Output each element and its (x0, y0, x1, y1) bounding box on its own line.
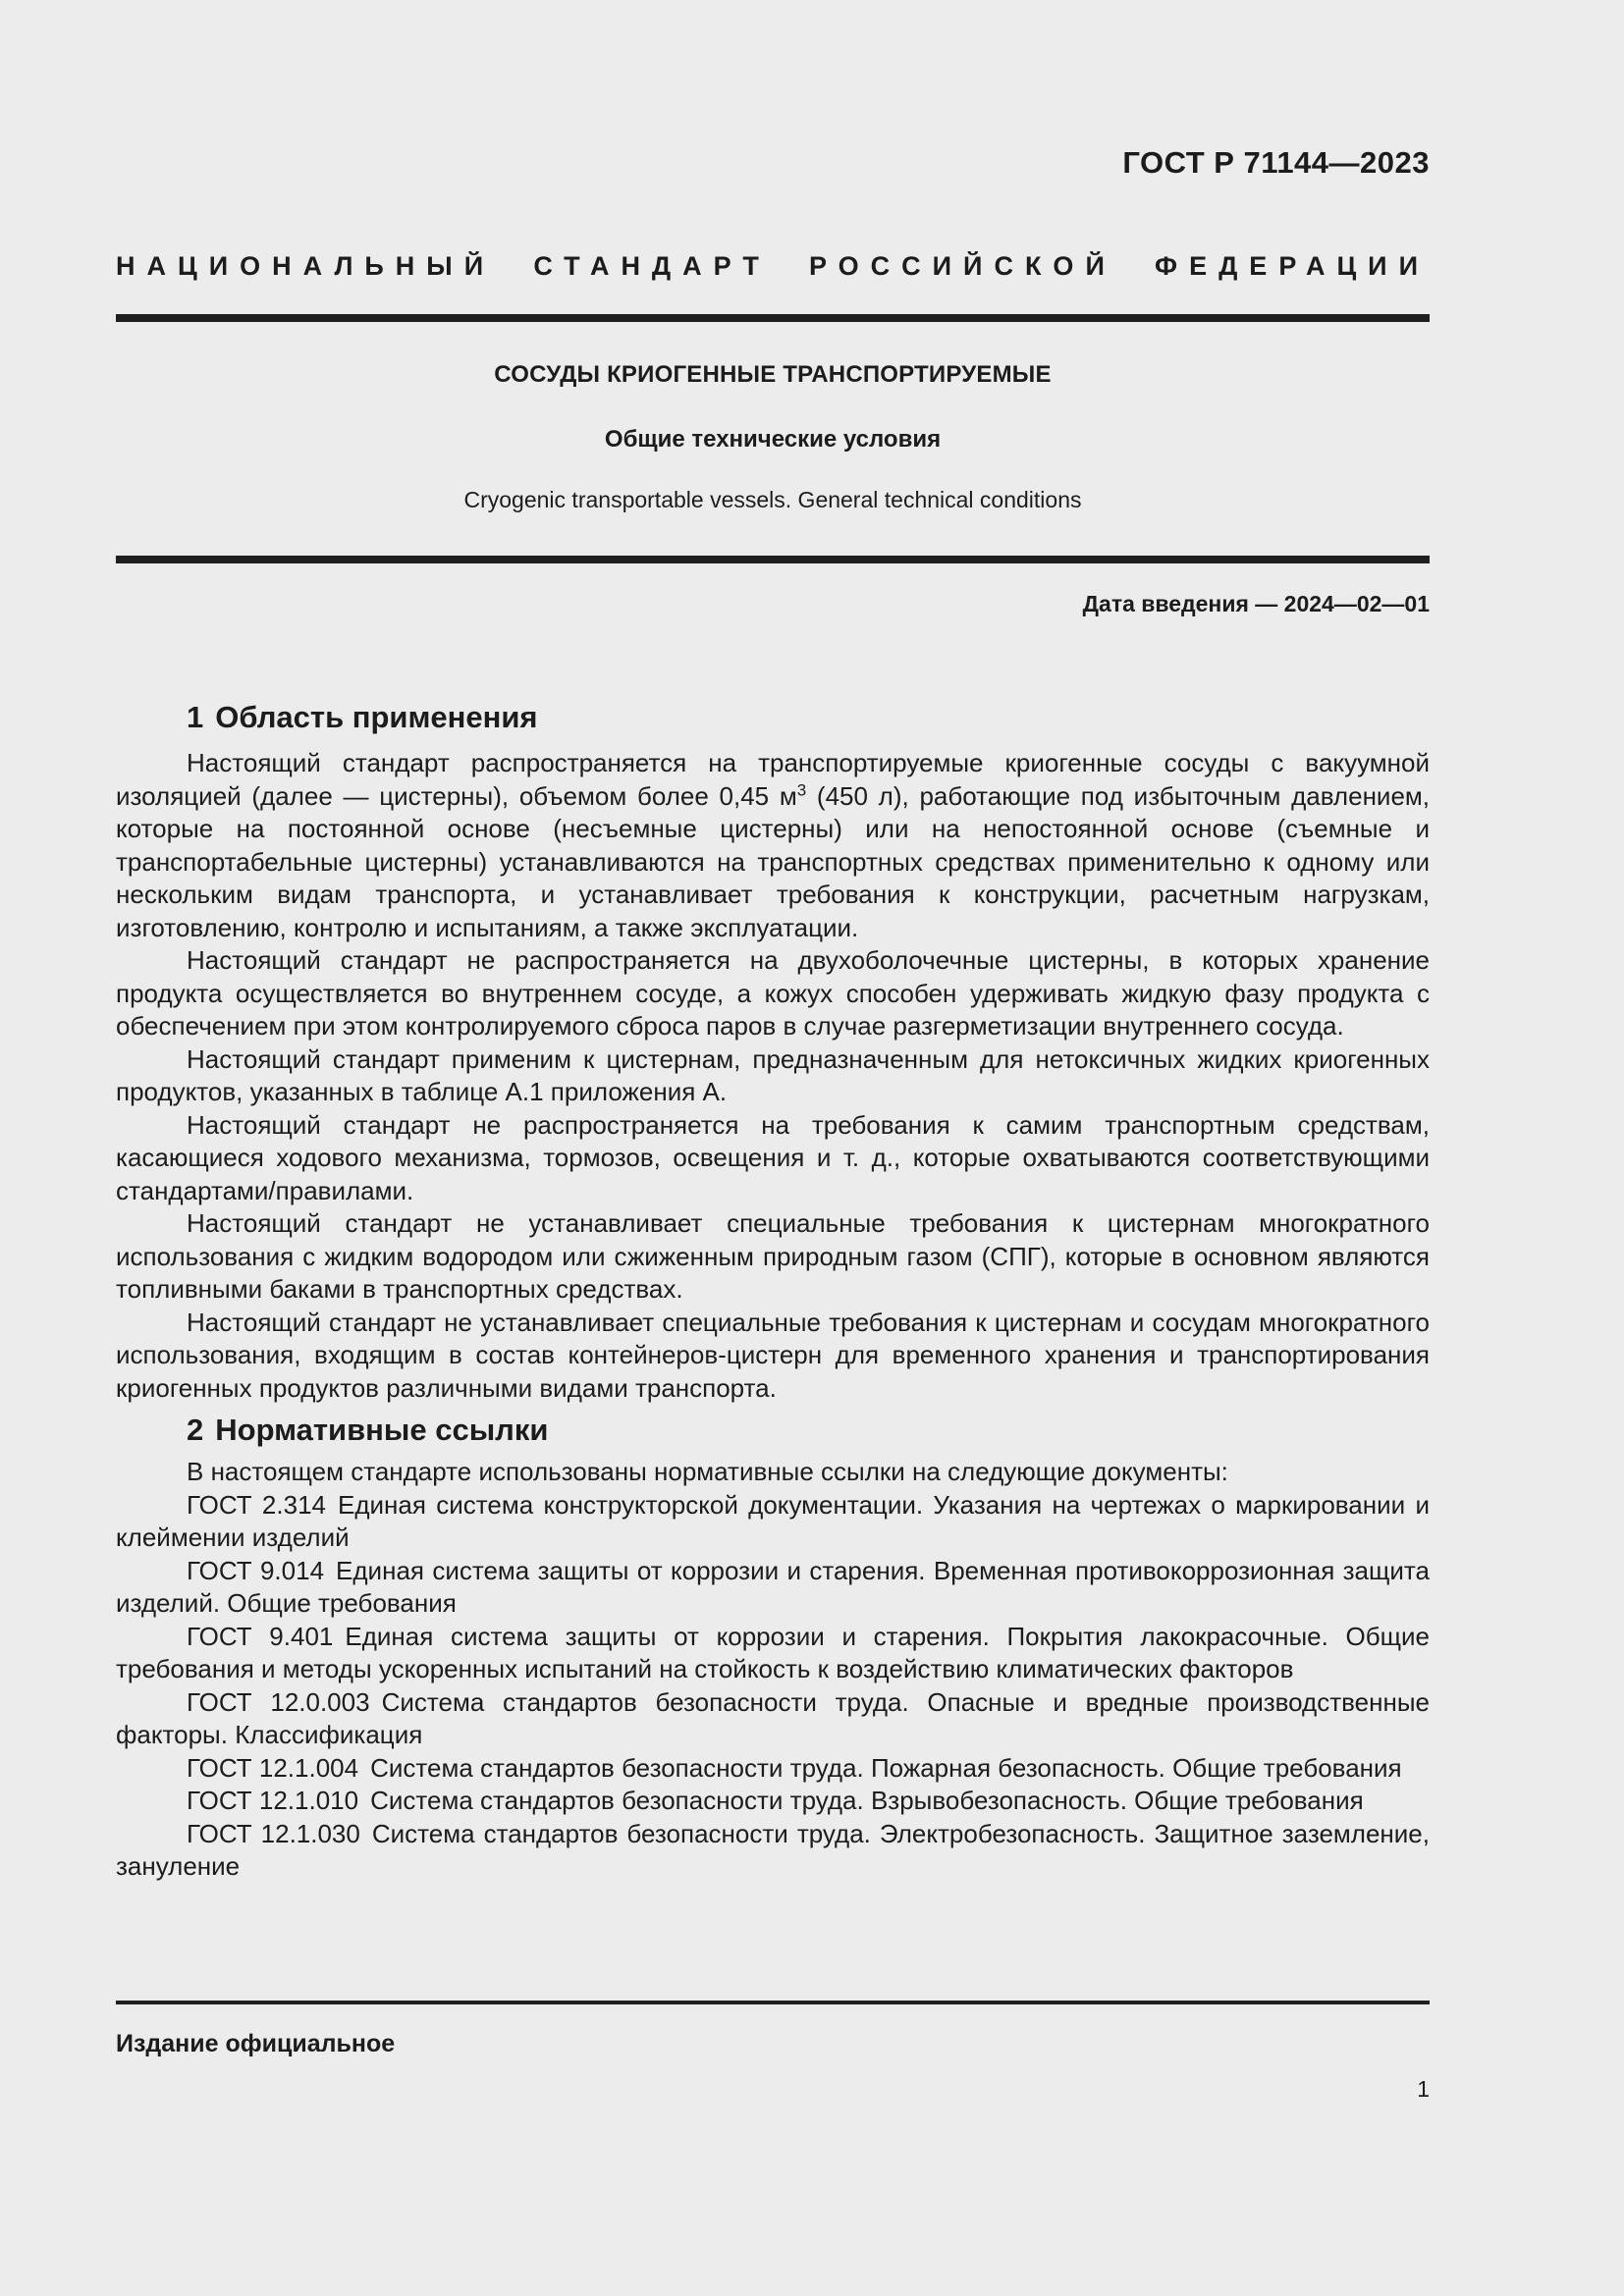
reference-item (116, 1686, 1430, 1752)
reference-text: Единая система защиты от коррозии и старения. Покрытия лакокрасочные. Общие требования и методы ускоренных испытаний на стойкость к воздействию климатических факторов (116, 1621, 1430, 1683)
page-number: 1 (1417, 2076, 1430, 2102)
reference-text: Система стандартов безопасности труда. Пожарная безопасность. Общие требования (370, 1752, 1402, 1783)
reference-code: ГОСТ 9.401 (187, 1621, 334, 1651)
national-standard-heading: НАЦИОНАЛЬНЫЙ СТАНДАРТ РОССИЙСКОЙ ФЕДЕРАЦИИ (116, 251, 1430, 281)
paragraph: Настоящий стандарт распространяется на транспортируемые криогенные сосуды с вакуумной изоляцией (далее — цистерны), объемом более 0,45 $м^3$ (450 л), работающие под избыточным давлением, которые на постоянной основе (несъемные цистерны) или на непостоянной основе (съемные и транспортабельные цистерны) устанавливаются на транспортных средствах применительно к одному или нескольким видам транспорта, и устанавливает требования к конструкции, расчетным нагрузкам, изготовлению, контролю и испытаниям, а также эксплуатации. (116, 748, 1431, 942)
paragraph: Настоящий стандарт не распространяется на двухоболочечные цистерны, в которых хранение продукта осуществляется во внутреннем сосуде, а кожух способен удерживать жидкую фазу продукта с обеспечением при этом контролируемого сброса паров в случае разгерметизации внутреннего сосуда. (116, 945, 1430, 1041)
document-body (116, 692, 1430, 1884)
paragraph: В настоящем стандарте использованы нормативные ссылки на следующие документы: (187, 1457, 1228, 1486)
section-number: 2 (187, 1413, 204, 1447)
document-english-title: Cryogenic transportable vessels. General technical conditions (463, 487, 1082, 512)
section-title: Область применения (215, 700, 538, 734)
reference-code: ГОСТ 9.014 (187, 1555, 325, 1585)
footer-rule (116, 2001, 1430, 2004)
section-2-heading (116, 1405, 1430, 1456)
standard-code: ГОСТ Р 71144—2023 (1122, 145, 1430, 180)
reference-text: Единая система защиты от коррозии и старения. Временная противокоррозионная защита изделий. Общие требования (116, 1555, 1430, 1618)
reference-item (116, 1621, 1430, 1686)
reference-code: ГОСТ 12.1.004 (187, 1752, 359, 1783)
reference-code: ГОСТ 12.1.010 (187, 1786, 359, 1815)
official-edition-label: Издание официальное (116, 2030, 396, 2057)
reference-code: ГОСТ 12.1.030 (187, 1818, 360, 1848)
reference-item (116, 1818, 1430, 1884)
document-title: СОСУДЫ КРИОГЕННЫЕ ТРАНСПОРТИРУЕМЫЕ (494, 361, 1052, 388)
introduction-date: Дата введения — 2024—02—01 (1082, 591, 1430, 616)
title-bottom-rule (116, 556, 1430, 563)
reference-text: Единая система конструкторской документации. Указания на чертежах о маркировании и клеймении изделий (116, 1489, 1430, 1552)
paragraph: Настоящий стандарт не распространяется на требования к самим транспортным средствам, касающиеся ходового механизма, тормозов, освещения и т. д., которые охватываются соответствующими стандартами/правилами. (116, 1109, 1430, 1205)
paragraph: Настоящий стандарт применим к цистернам, предназначенным для нетоксичных жидких криогенных продуктов, указанных в таблице А.1 приложения А. (116, 1043, 1430, 1106)
reference-text: Система стандартов безопасности труда. Взрывобезопасность. Общие требования (370, 1786, 1364, 1815)
section-2-body (116, 1456, 1430, 1884)
section-1-heading (116, 692, 1430, 743)
reference-item (116, 1752, 1430, 1786)
reference-code: ГОСТ 12.0.003 (187, 1686, 370, 1717)
section-title: Нормативные ссылки (215, 1413, 549, 1447)
reference-text: Система стандартов безопасности труда. Опасные и вредные производственные факторы. Классификация (116, 1686, 1430, 1749)
document-subtitle: Общие технические условия (604, 426, 942, 453)
reference-text: Система стандартов безопасности труда. Электробезопасность. Защитное заземление, зануление (116, 1818, 1430, 1881)
section-1-body (116, 747, 1430, 1405)
paragraph: Настоящий стандарт не устанавливает специальные требования к цистернам многократного использования с жидким водородом или сжиженным природным газом (СПГ), которые в основном являются топливными баками в транспортных средствах. (116, 1208, 1430, 1304)
reference-item (116, 1785, 1430, 1818)
paragraph: Настоящий стандарт не устанавливает специальные требования к цистернам и сосудам многократного использования, входящим в состав контейнеров-цистерн для временного хранения и транспортирования криогенных продуктов различными видами транспорта. (116, 1307, 1430, 1403)
reference-item (116, 1555, 1430, 1621)
reference-code: ГОСТ 2.314 (187, 1489, 326, 1520)
top-rule (116, 314, 1430, 322)
section-number: 1 (187, 700, 204, 734)
superscript: 3 (796, 779, 807, 799)
reference-item (116, 1489, 1430, 1555)
